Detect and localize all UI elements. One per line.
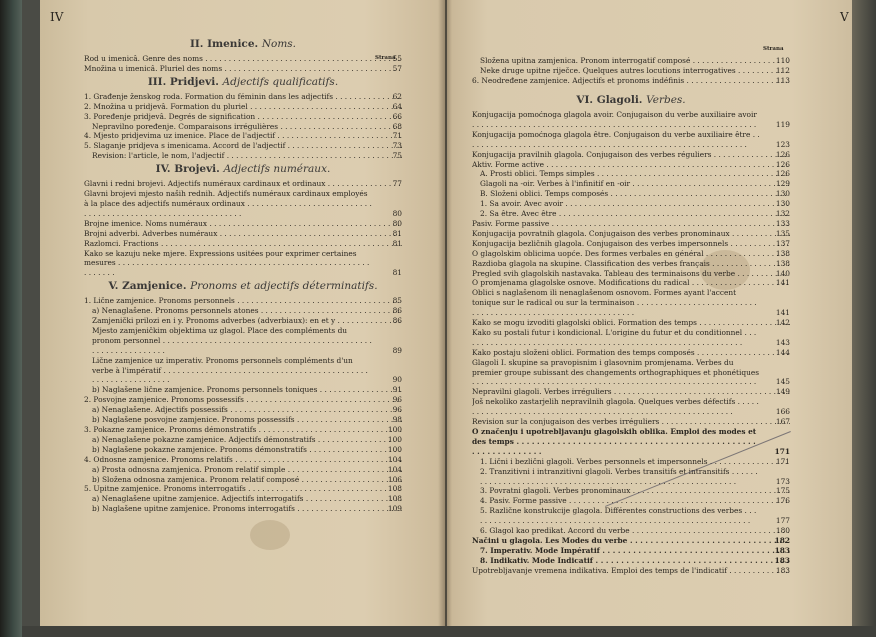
toc-entry[interactable] — [84, 425, 402, 435]
toc-entry-page: 141 — [775, 278, 790, 288]
paper-stain — [250, 520, 290, 550]
toc-entry-text: Složena upitna zamjenica. Pronom interrogatif composé . . . — [480, 56, 790, 65]
toc-entry[interactable] — [472, 179, 790, 189]
toc-entry[interactable] — [84, 445, 402, 455]
toc-entry-page: 180 — [775, 526, 790, 536]
toc-entry-text: 4. Mjesto pridjevima uz imenice. Place de l'adjectif . . . — [84, 131, 402, 140]
toc-entry-page: 166 — [775, 407, 790, 417]
toc-entry-text: Aktiv. Forme active . . . — [472, 160, 790, 169]
toc-entry-text: Glagoli I. skupine sa pravopisnim i glasovnim promjenama. Verbes du premier groupe subissant des changements orthographiques et phonétiques . . . — [472, 358, 759, 387]
toc-entry[interactable] — [84, 475, 402, 485]
toc-entry[interactable] — [472, 278, 790, 288]
toc-entry[interactable] — [472, 56, 790, 66]
toc-entry[interactable] — [472, 328, 790, 348]
toc-entry[interactable] — [472, 358, 790, 388]
toc-entry-page: 141 — [775, 308, 790, 318]
section-title-fr: Adjectifs numéraux. — [223, 163, 331, 176]
toc-entry-text: 5. Različne konstrukcije glagola. Différentes constructions des verbes . . . — [480, 506, 756, 525]
section-title-fr: Verbes. — [646, 94, 686, 106]
toc-entry-page: 126 — [775, 149, 790, 159]
toc-entry-page: 145 — [775, 377, 790, 387]
toc-entry-page: 113 — [775, 75, 790, 85]
toc-entry-text: Nepravilni glagoli. Verbes irréguliers . . . — [472, 387, 790, 396]
toc-entry-text: 3. Poređenje pridjevâ. Degrés de signification . . . — [84, 112, 402, 121]
section-heading — [84, 280, 402, 293]
toc-entry[interactable] — [472, 229, 790, 239]
toc-entry[interactable] — [84, 151, 402, 161]
toc-entry[interactable] — [84, 92, 402, 102]
toc-entry-text: Nepravilno poređenje. Comparaisons irrégulières . . . — [92, 122, 402, 131]
toc-entry-page: 86 — [392, 306, 402, 316]
toc-entry-page: 75 — [392, 151, 402, 161]
toc-entry-page: 100 — [387, 425, 402, 434]
section-title-fr: Noms. — [261, 38, 297, 50]
toc-entry[interactable] — [472, 239, 790, 249]
toc-entry[interactable] — [84, 326, 402, 356]
left-page-number: IV — [50, 10, 64, 24]
toc-entry-page: 89 — [392, 345, 402, 355]
toc-entry[interactable] — [84, 122, 402, 132]
toc-entry-page: 110 — [775, 56, 790, 65]
toc-entry-page: 77 — [392, 179, 402, 189]
toc-entry-page: 126 — [775, 159, 790, 169]
toc-entry[interactable] — [84, 219, 402, 229]
toc-entry-text: Kako postaju složeni oblici. Formation des temps composés . . . — [472, 348, 790, 357]
toc-entry[interactable] — [84, 102, 402, 112]
toc-entry-page: 144 — [775, 347, 790, 357]
toc-entry[interactable] — [84, 385, 402, 395]
toc-entry[interactable] — [84, 455, 402, 465]
toc-entry-text: 4. Pasiv. Forme passive . . . — [480, 496, 790, 505]
toc-entry-text: a) Nenaglašene pokazne zamjenice. Adjectifs démonstratifs . . . — [92, 435, 402, 444]
toc-entry-text: 2. Množina u pridjevâ. Formation du pluriel . . . — [84, 102, 402, 111]
toc-entry-text: 1. Lične zamjenice. Pronoms personnels . . . — [84, 296, 402, 305]
toc-entry-page: 96 — [392, 395, 402, 405]
section-title: II. Imenice. — [189, 38, 259, 50]
bottom-shadow — [22, 626, 876, 637]
toc-entry-text: a) Nenaglašene upitne zamjenice. Adjectifs interrogatifs . . . — [92, 494, 402, 503]
toc-entry[interactable] — [84, 356, 402, 386]
toc-entry[interactable] — [84, 395, 402, 405]
toc-entry[interactable] — [472, 566, 790, 576]
toc-entry-page: 176 — [775, 496, 790, 506]
toc-entry-page: 138 — [775, 258, 790, 268]
section-heading — [472, 94, 790, 107]
toc-entry-page: 62 — [392, 91, 402, 101]
toc-entry-page: 138 — [775, 248, 790, 258]
toc-entry-text: Oblici s naglašenom ili nenaglašenom osnovom. Formes ayant l'accent tonique sur le radical ou sur la terminaison . . . — [472, 288, 757, 317]
toc-entry-text: Mjesto zamjeničkim objektima uz glagol. Place des compléments du pronom personnel . . . — [92, 326, 372, 355]
toc-entry-text: Glavni brojevi mjesto naših rednih. Adjectifs numéraux cardinaux employés à la place des adjectifs numéraux ordinaux . . . — [84, 189, 372, 218]
toc-entry[interactable] — [84, 54, 402, 64]
section-title: IV. Brojevi. — [155, 163, 220, 176]
toc-entry-page: 132 — [775, 209, 790, 219]
toc-entry-page: 126 — [775, 169, 790, 179]
toc-entry-text: a) Prosta odnosna zamjenica. Pronom relatif simple . . . — [92, 465, 402, 474]
toc-entry-page: 64 — [392, 101, 402, 111]
toc-entry-text: a) Nenaglašene. Pronoms personnels atones . . . — [92, 306, 402, 315]
section-title-fr: Pronoms et adjectifs déterminatifs. — [190, 280, 378, 293]
toc-entry-text: Neke druge upitne riječce. Quelques autres locutions interrogatives . . . — [480, 66, 790, 75]
toc-entry-text: Još nekoliko zastarjelih nepravilnih glagola. Quelques verbes défectifs . . . — [472, 397, 759, 416]
right-top-entries — [472, 56, 790, 86]
toc-entry-page: 57 — [392, 63, 402, 73]
toc-entry[interactable] — [472, 387, 790, 397]
toc-entry-text: 2. Tranzitivni i intranzitivni glagoli. Verbes transitifs et intransitifs . . . — [480, 467, 758, 486]
toc-entry-page: 171 — [775, 456, 790, 466]
toc-entry[interactable] — [472, 269, 790, 279]
toc-entry-text: 5. Slaganje pridjeva s imenicama. Accord de l'adjectif . . . — [84, 141, 402, 150]
toc-entry-page: 86 — [392, 316, 402, 326]
toc-entry-page: 149 — [775, 387, 790, 397]
toc-entry-text: Glavni i redni brojevi. Adjectifs numéraux cardinaux et ordinaux . . . — [84, 179, 402, 188]
section-title: III. Pridjevi. — [147, 75, 219, 88]
page-stack-edge — [852, 0, 876, 637]
toc-entry-page: 85 — [392, 296, 402, 306]
toc-entry-page: 98 — [392, 415, 402, 425]
section-heading — [84, 163, 402, 176]
strana-label-left: Strana — [375, 55, 396, 61]
toc-entry-page: 81 — [392, 228, 402, 238]
toc-entry[interactable] — [84, 141, 402, 151]
toc-entry-text: Konjugacija pomoćnoga glagola être. Conjugaison du verbe auxiliaire être . . . — [472, 130, 760, 149]
toc-entry-text: 1. Lični i bezlični glagoli. Verbes personnels et impersonnels . . . — [480, 457, 790, 466]
toc-entry-page: 140 — [775, 268, 790, 278]
toc-entry-text: Načini u glagola. Les Modes du verbe . . . — [472, 536, 790, 545]
book-gutter — [438, 0, 452, 628]
strana-label-right: Strana — [763, 46, 784, 52]
toc-entry-page: 55 — [392, 54, 402, 63]
toc-entry-page: 104 — [387, 464, 402, 474]
toc-entry-text: Pregled svih glagolskih nastavaka. Tableau des terminaisons du verbe . . . — [472, 269, 790, 278]
toc-entry-text: Revision: l'article, le nom, l'adjectif . . . — [92, 151, 402, 160]
toc-entry[interactable] — [472, 249, 790, 259]
toc-entry[interactable] — [84, 415, 402, 425]
toc-entry-text: 4. Odnosne zamjenice. Pronoms relatifs . . . — [84, 455, 402, 464]
toc-entry-page: 100 — [387, 444, 402, 454]
toc-entry[interactable] — [84, 494, 402, 504]
toc-entry[interactable] — [84, 239, 402, 249]
section-title: VI. Glagoli. — [576, 94, 643, 106]
toc-entry-page: 183 — [775, 565, 790, 575]
toc-entry-page: 66 — [392, 111, 402, 121]
section-heading — [84, 76, 402, 89]
toc-entry-text: Množina u imenicâ. Pluriel des noms . . . — [84, 64, 402, 73]
toc-entry-page: 135 — [775, 228, 790, 238]
toc-entry-page: 130 — [775, 199, 790, 209]
toc-entry-page: 108 — [387, 494, 402, 504]
toc-entry-text: 6. Neodređene zamjenice. Adjectifs et pronoms indéfinis . . . — [472, 76, 790, 85]
toc-entry-page: 80 — [392, 208, 402, 218]
toc-entry-text: 3. Pokazne zamjenice. Pronoms démonstratifs . . . — [84, 425, 402, 434]
toc-entry-text: Glagoli na -oir. Verbes à l'infinitif en -oir . . . — [480, 179, 790, 188]
toc-entry-page: 106 — [387, 474, 402, 484]
toc-entry[interactable] — [472, 199, 790, 209]
section-title: V. Zamjenice. — [108, 280, 187, 293]
toc-entry[interactable] — [472, 150, 790, 160]
toc-entry-page: 137 — [775, 238, 790, 248]
toc-entry-page: 130 — [775, 189, 790, 199]
toc-entry-page: 119 — [775, 119, 790, 129]
toc-entry-text: b) Naglašene posvojne zamjenice. Pronoms possessifs . . . — [92, 415, 402, 424]
toc-entry-text: Lične zamjenice uz imperativ. Pronoms personnels compléments d'un verbe à l'impératif . . . — [92, 356, 368, 385]
toc-entry[interactable] — [472, 259, 790, 269]
toc-entry-text: Upotrebljavanje vremena indikativa. Emploi des temps de l'indicatif . . . — [472, 566, 790, 575]
toc-entry[interactable] — [472, 219, 790, 229]
toc-entry[interactable] — [472, 160, 790, 170]
toc-entry[interactable] — [472, 318, 790, 328]
toc-entry-page: 177 — [775, 516, 790, 526]
toc-entry-page: 91 — [392, 385, 402, 395]
toc-entry[interactable] — [84, 249, 402, 279]
toc-entry-text: a) Nenaglašene. Adjectifs possessifs . . . — [92, 405, 402, 414]
toc-entry-text: Kako se kazuju neke mjere. Expressions usitées pour exprimer certaines mesures . . . — [84, 249, 369, 278]
toc-entry[interactable] — [84, 435, 402, 445]
toc-entry-text: b) Naglašene upitne zamjenice. Pronoms interrogatifs . . . — [92, 504, 402, 513]
toc-entry-text: O značenju i upotrebljavanju glagolskih oblika. Emploi des modes et des temps . . . — [472, 427, 756, 456]
book-cover-edge — [0, 0, 22, 637]
toc-entry[interactable] — [84, 306, 402, 316]
toc-entry-text: Konjugacija pomoćnoga glagola avoir. Conjugaison du verbe auxiliaire avoir . . . — [472, 110, 757, 129]
toc-entry-page: 90 — [392, 375, 402, 385]
toc-entry-text: 2. Posvojne zamjenice. Pronoms possessifs . . . — [84, 395, 402, 404]
toc-entry-page: 143 — [775, 337, 790, 347]
toc-entry-text: Razdioba glagola na skupine. Classification des verbes français . . . — [472, 259, 790, 268]
toc-entry-text: 7. Imperativ. Mode Impératif . . . — [480, 546, 790, 555]
toc-entry[interactable] — [84, 64, 402, 74]
toc-entry-text: b) Naglašene lične zamjenice. Pronoms personnels toniques . . . — [92, 385, 402, 394]
toc-entry-page: 109 — [387, 504, 402, 514]
toc-entry-text: Konjugacija povratnih glagola. Conjugaison des verbes pronominaux . . . — [472, 229, 790, 238]
toc-entry-page: 183 — [774, 555, 790, 565]
toc-entry[interactable] — [472, 348, 790, 358]
toc-entry-text: 1. Građenje ženskog roda. Formation du féminin dans les adjectifs . . . — [84, 92, 402, 101]
section-heading — [84, 38, 402, 51]
toc-entry[interactable] — [472, 66, 790, 76]
toc-entry-text: b) Složena odnosna zamjenica. Pronom relatif composé . . . — [92, 475, 402, 484]
toc-entry[interactable] — [472, 189, 790, 199]
toc-entry-text: 6. Glagol kao predikat. Accord du verbe . . . — [480, 526, 790, 535]
toc-entry-page: 142 — [775, 318, 790, 328]
toc-entry-text: Revision sur la conjugaison des verbes irréguliers . . . — [472, 417, 790, 426]
toc-entry-text: Razlomci. Fractions . . . — [84, 239, 402, 248]
toc-entry[interactable] — [84, 405, 402, 415]
toc-entry-page: 68 — [392, 121, 402, 131]
toc-entry[interactable] — [472, 209, 790, 219]
toc-entry-text: Kako su postali futur i kondicional. L'origine du futur et du conditionnel . . . — [472, 328, 756, 347]
toc-entry[interactable] — [472, 288, 790, 318]
toc-entry-page: 73 — [392, 141, 402, 151]
toc-entry-page: 104 — [387, 454, 402, 464]
toc-entry-page: 167 — [775, 417, 790, 427]
toc-entry-page: 81 — [392, 238, 402, 248]
section-title-fr: Adjectifs qualificatifs. — [222, 75, 339, 88]
toc-entry-text: B. Složeni oblici. Temps composés . . . — [480, 189, 790, 198]
toc-entry-text: Konjugacija pravilnih glagola. Conjugaison des verbes réguliers . . . — [472, 150, 790, 159]
toc-entry-text: 8. Indikativ. Mode Indicatif . . . — [480, 556, 790, 565]
toc-entry[interactable] — [472, 397, 790, 417]
toc-entry-page: 133 — [775, 218, 790, 228]
toc-entry-text: Brojne imenice. Noms numéraux . . . — [84, 219, 402, 228]
toc-entry-page: 100 — [387, 434, 402, 444]
toc-entry-text: Rod u imenicâ. Genre des noms . . . — [84, 54, 402, 63]
toc-entry-text: Kako se mogu izvoditi glagolski oblici. Formation des temps . . . — [472, 318, 790, 327]
toc-entry[interactable] — [472, 556, 790, 566]
toc-entry-page: 129 — [775, 179, 790, 189]
toc-entry[interactable] — [84, 131, 402, 141]
toc-entry[interactable] — [84, 504, 402, 514]
toc-entry-text: O glagolskim oblicima uopće. Des formes verbales en général . . . — [472, 249, 790, 258]
toc-entry-page: 80 — [392, 218, 402, 228]
toc-entry-text: Brojni adverbi. Adverbes numéraux . . . — [84, 229, 402, 238]
toc-entry-page: 182 — [774, 535, 790, 545]
toc-entry[interactable] — [84, 189, 402, 219]
toc-entry-text: 5. Upitne zamjenice. Pronoms interrogatifs . . . — [84, 484, 402, 493]
toc-entry[interactable] — [472, 76, 790, 86]
toc-entry-page: 112 — [775, 65, 790, 75]
toc-entry-page: 108 — [387, 484, 402, 494]
toc-entry-text: A. Prosti oblici. Temps simples . . . — [480, 169, 790, 178]
toc-entry-page: 183 — [774, 545, 790, 555]
toc-entry-text: Zamjenički prilozi en i y. Pronoms adverbes (adverbiaux): en et y . . . — [92, 316, 402, 325]
toc-entry-page: 123 — [775, 139, 790, 149]
toc-entry[interactable] — [84, 296, 402, 306]
left-toc — [84, 36, 402, 514]
toc-entry-text: 1. Sa avoir. Avec avoir . . . — [480, 199, 790, 208]
toc-entry-page: 71 — [392, 131, 402, 141]
toc-entry-text: b) Naglašene pokazne zamjenice. Pronoms démonstratifs . . . — [92, 445, 402, 454]
toc-entry-text: Pasiv. Forme passive . . . — [472, 219, 790, 228]
toc-entry[interactable] — [84, 465, 402, 475]
toc-entry-page: 175 — [775, 486, 790, 496]
toc-entry[interactable] — [472, 130, 790, 150]
toc-entry[interactable] — [472, 546, 790, 556]
toc-entry-text: 2. Sa être. Avec être . . . — [480, 209, 790, 218]
toc-entry[interactable] — [84, 484, 402, 494]
toc-entry-text: Konjugacija bezličnih glagola. Conjugaison des verbes impersonnels . . . — [472, 239, 790, 248]
toc-entry-page: 81 — [392, 268, 402, 278]
toc-entry[interactable] — [472, 110, 790, 130]
toc-entry[interactable] — [84, 229, 402, 239]
toc-entry-page: 173 — [775, 476, 790, 486]
toc-entry-page: 171 — [774, 446, 790, 456]
right-page-number: V — [840, 10, 849, 24]
toc-entry[interactable] — [472, 169, 790, 179]
toc-entry-text: 3. Povratni glagoli. Verbes pronominaux . . . — [480, 486, 790, 495]
toc-entry-text: O promjenama glagolske osnove. Modifications du radical . . . — [472, 278, 790, 287]
toc-entry-page: 96 — [392, 405, 402, 415]
toc-entry[interactable] — [84, 316, 402, 326]
toc-entry[interactable] — [84, 179, 402, 189]
toc-entry[interactable] — [84, 112, 402, 122]
